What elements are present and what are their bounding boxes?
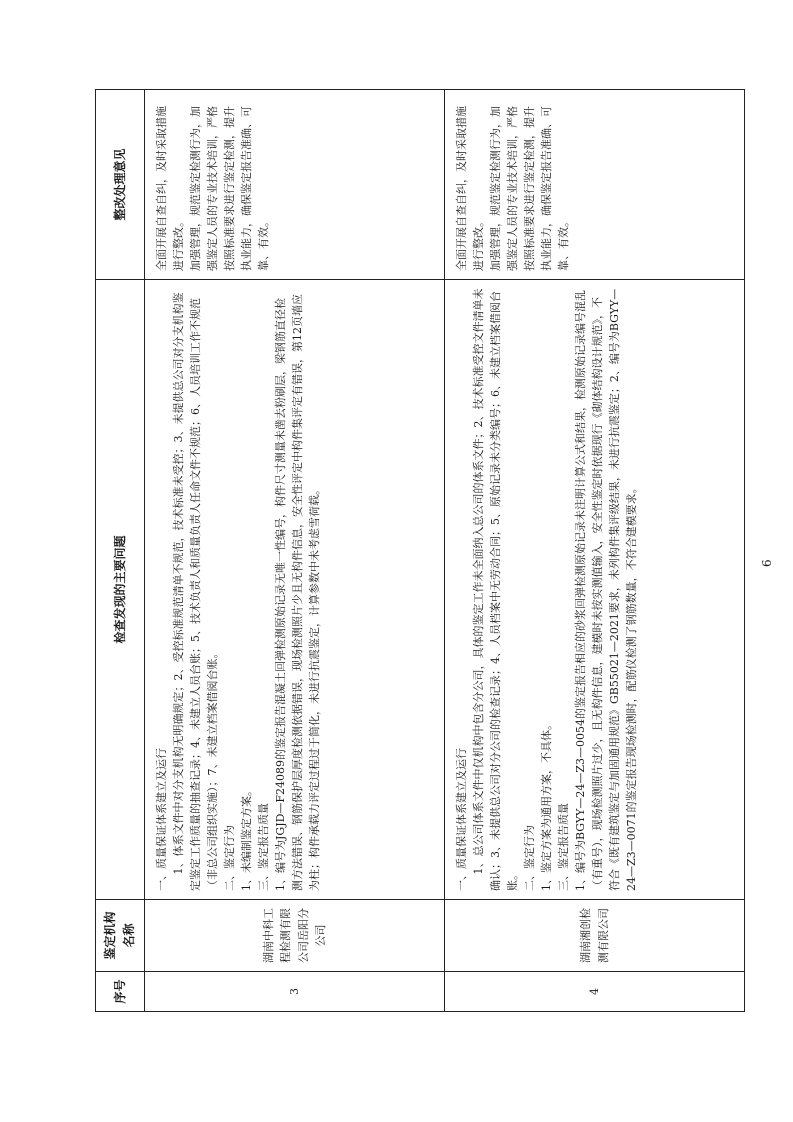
table-row — [145, 90, 445, 1012]
page-number: 6 — [760, 559, 774, 567]
issue-line: 二、鉴定行为 — [223, 825, 237, 891]
issue-line: 一、质量保证体系建立及运行 — [155, 748, 168, 891]
issue-line: 三、鉴定报告质量 — [257, 803, 271, 891]
rectification-line: 全面开展自查自纠，及时采取措施进行整改。 — [155, 106, 186, 271]
rectification-line: 全面开展自查自纠，及时采取措施进行整改。 — [455, 106, 486, 271]
issue-line: 一、质量保证体系建立及运行 — [455, 748, 468, 891]
row-issues — [445, 280, 745, 900]
issue-line: 1、体系文件中对分支机构无明确规定；2、受控标准规范清单不规范，技术标准未受控；3、未提供总公司对分支机构鉴定鉴定工作质量的抽查记录；4、未建立人员台账；5、技术负责人和质量负责人任命文件不规范；6、人员培训工作不规范（非总公司组织实施）；7、未建立档案借阅台账。 — [172, 292, 220, 891]
header-org: 鉴定机构名称 — [96, 900, 145, 972]
row-rectification — [145, 90, 445, 280]
issue-line: 1、未编制鉴定方案。 — [240, 785, 254, 891]
row-rectification — [445, 90, 745, 280]
inspection-table — [95, 89, 745, 1012]
rectification-line: 加强管理，规范鉴定检测行为，加强鉴定人员的专业技术培训，严格按照标准要求进行鉴定检测，提升执业能力，确保鉴定报告准确、可靠、有效。 — [189, 106, 271, 271]
row-no: 3 — [145, 972, 445, 1012]
issue-line: 1、鉴定方案为通用方案，不具体。 — [540, 719, 554, 891]
table-header-row — [96, 90, 145, 1012]
rectification-line: 加强管理，规范鉴定检测行为，加强鉴定人员的专业技术培训，严格按照标准要求进行鉴定检测，提升执业能力，确保鉴定报告准确、可靠、有效。 — [489, 106, 571, 271]
header-rectification: 整改处理意见 — [96, 90, 145, 280]
row-no: 4 — [445, 972, 745, 1012]
row-org: 湖南中科工程检测有限公司岳阳分公司 — [145, 900, 445, 972]
table-row — [445, 90, 745, 1012]
header-issues: 检查发现的主要问题 — [96, 280, 145, 900]
row-org: 湖南湘创检测有限公司 — [445, 900, 745, 972]
issue-line: 1、总公司体系文件中仅机构中包含分公司，具体的鉴定工作未全面纳入总公司的体系文件；2、技术标准受控文件清单未确认；3、未提供总公司对分公司的检查记录；4、人员档案中无劳动合同；5、原始记录未分类编号；6、未建立档案借阅台账。 — [472, 288, 520, 891]
issue-line: 二、鉴定行为 — [523, 825, 537, 891]
header-no: 序号 — [96, 972, 145, 1012]
issue-line: 1、编号为BGYY—24—Z3—0054的鉴定报告相应的砂浆回弹检测原始记录未注明计算公式和结果，检测原始记录编号混乱（有重号），现场检测照片过少，且无构件信息，建模时未按实测值输入，安全性鉴定时依据现行《砌体结构设计规范》，不符合《既有建筑鉴定与加固通用规范》GB55021—2021要求，未列构件集评级结果，未进行抗震鉴定；2、编号为BGYY—24—Z3—0071的鉴定报告现场检测时，配筋仪检测了钢筋数量，不符合建模要求。 — [574, 288, 639, 891]
row-issues — [145, 280, 445, 900]
issue-line: 三、鉴定报告质量 — [557, 803, 571, 891]
issue-line: 1、编号为JGJD—F24089的鉴定报告混凝土回弹检测原始记录无唯一性编号，构件尺寸测量未凿去粉刷层，梁钢筋直径检测方法错误、钢筋保护层厚度检测依据错误，现场检测照片少且无构件信息，安全性评定中构件集评定有错误，第12页墙应为柱；构件承载力评定过程过于简化，未进行抗震鉴定，计算参数中未考虑雪荷载。 — [274, 294, 322, 891]
